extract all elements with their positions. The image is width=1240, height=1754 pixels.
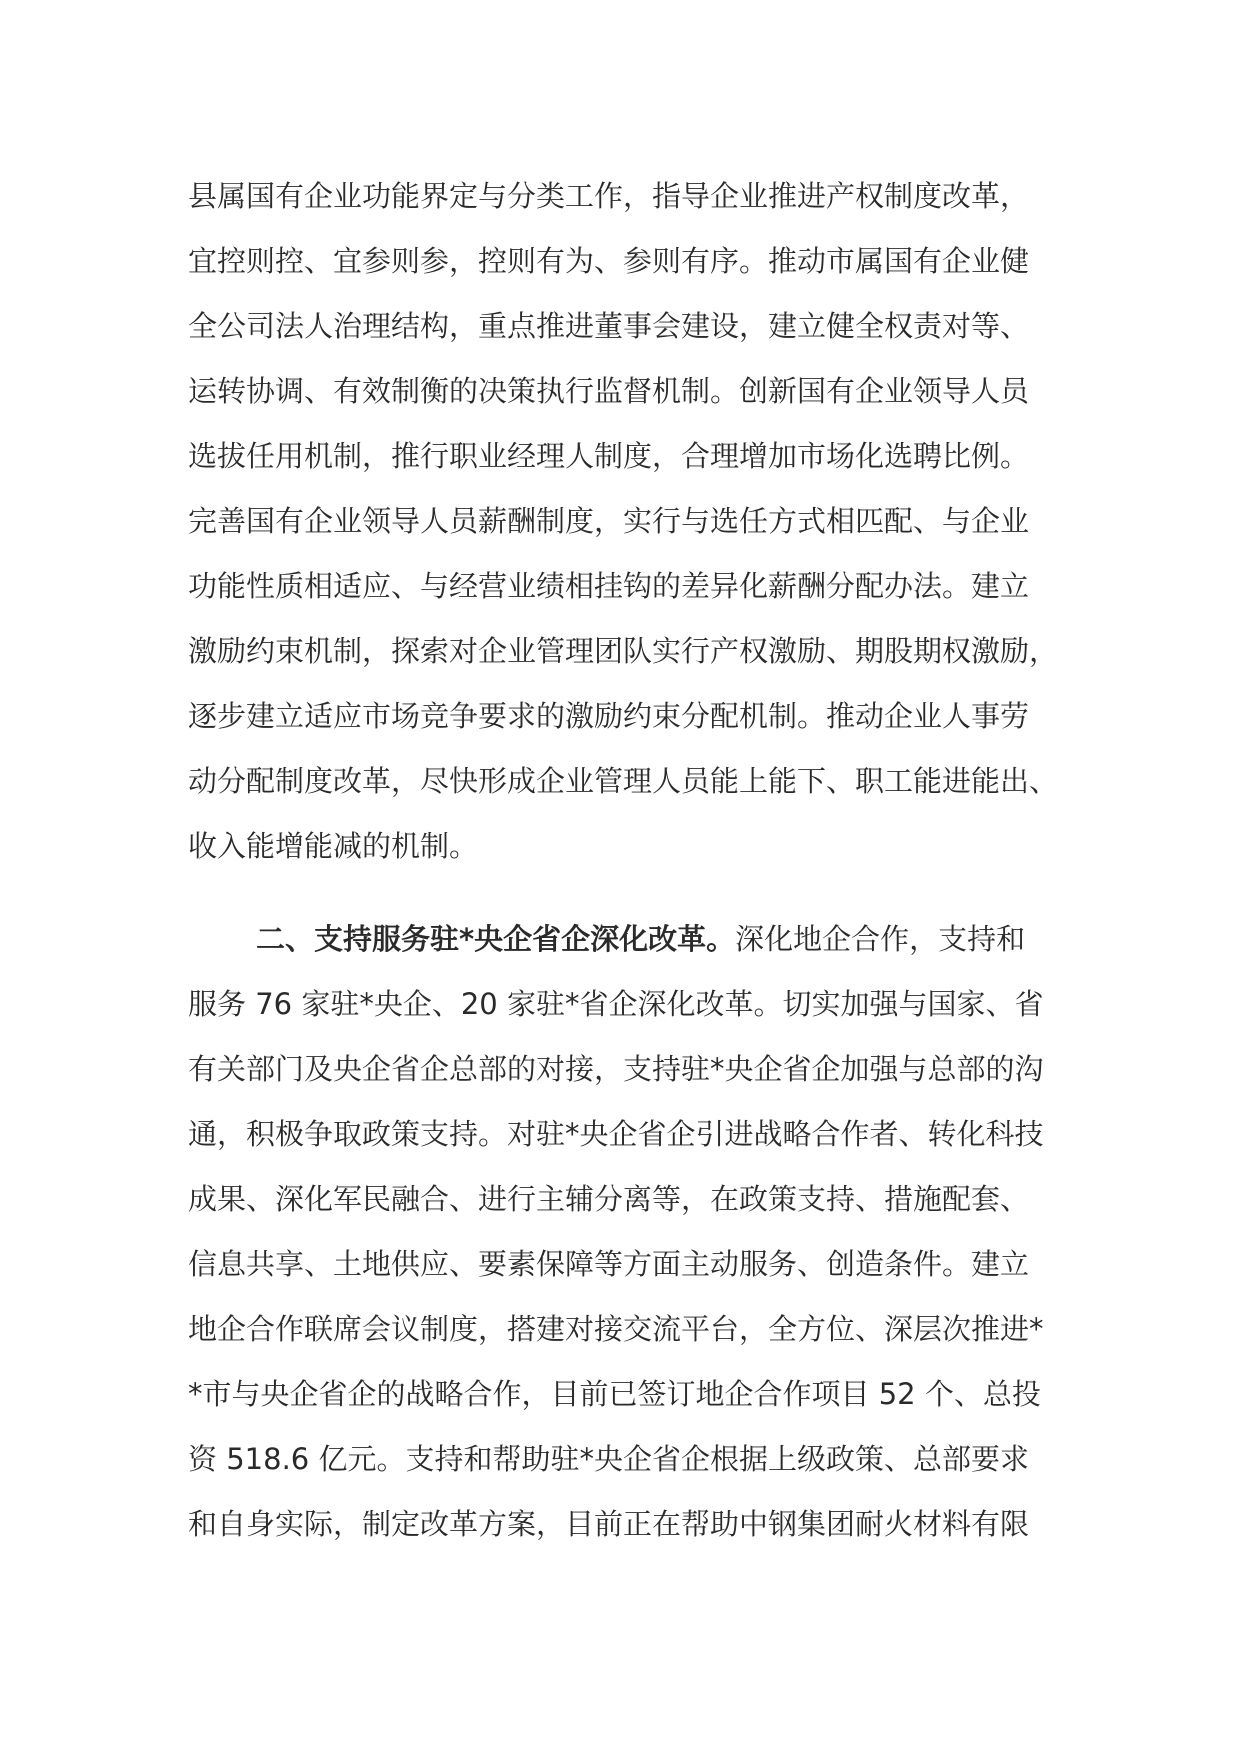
paragraph-line: 动分配制度改革，尽快形成企业管理人员能上能下、职工能进能出、 [188,764,1059,798]
paragraph-line: 完善国有企业领导人员薪酬制度，实行与选任方式相匹配、与企业 [188,504,1030,538]
paragraph-line: 成果、深化军民融合、进行主辅分离等，在政策支持、措施配套、 [188,1182,1030,1216]
paragraph-line: 通，积极争取政策支持。对驻*央企省企引进战略合作者、转化科技 [188,1117,1044,1151]
paragraph-central-enterprise-support [188,907,1068,1557]
paragraph-line: 逐步建立适应市场竞争要求的激励约束分配机制。推动企业人事劳 [188,699,1030,733]
section-heading: 二、支持服务驻*央企省企深化改革。 [256,922,736,956]
paragraph-first-line [188,907,1068,972]
paragraph-line: 资 518.6 亿元。支持和帮助驻*央企省企根据上级政策、总部要求 [188,1442,1029,1476]
paragraph-line: 运转协调、有效制衡的决策执行监督机制。创新国有企业领导人员 [188,374,1030,408]
paragraph-line: 服务 76 家驻*央企、20 家驻*省企深化改革。切实加强与国家、省 [188,987,1044,1021]
paragraph-line: *市与央企省企的战略合作，目前已签订地企合作项目 52 个、总投 [188,1377,1041,1411]
paragraph-line: 县属国有企业功能界定与分类工作，指导企业推进产权制度改革， [188,179,1030,213]
paragraph-line: 功能性质相适应、与经营业绩相挂钩的差异化薪酬分配办法。建立 [188,569,1030,603]
paragraph-line: 全公司法人治理结构，重点推进董事会建设，建立健全权责对等、 [188,309,1030,343]
paragraph-line: 和自身实际，制定改革方案，目前正在帮助中钢集团耐火材料有限 [188,1507,1030,1541]
paragraph-line: 激励约束机制，探索对企业管理团队实行产权激励、期股期权激励， [188,634,1059,668]
paragraph-line: 收入能增能减的机制。 [188,829,479,863]
paragraph-line: 选拔任用机制，推行职业经理人制度，合理增加市场化选聘比例。 [188,439,1030,473]
paragraph-line: 宜控则控、宜参则参，控则有为、参则有序。推动市属国有企业健 [188,244,1030,278]
paragraph-line: 信息共享、土地供应、要素保障等方面主动服务、创造条件。建立 [188,1247,1030,1281]
paragraph-line-lead: 深化地企合作，支持和 [735,922,1026,956]
paragraph-line: 地企合作联席会议制度，搭建对接交流平台，全方位、深层次推进* [188,1312,1044,1346]
paragraph-line: 有关部门及央企省企总部的对接，支持驻*央企省企加强与总部的沟 [188,1052,1044,1086]
paragraph-enterprise-reform [188,164,1068,879]
